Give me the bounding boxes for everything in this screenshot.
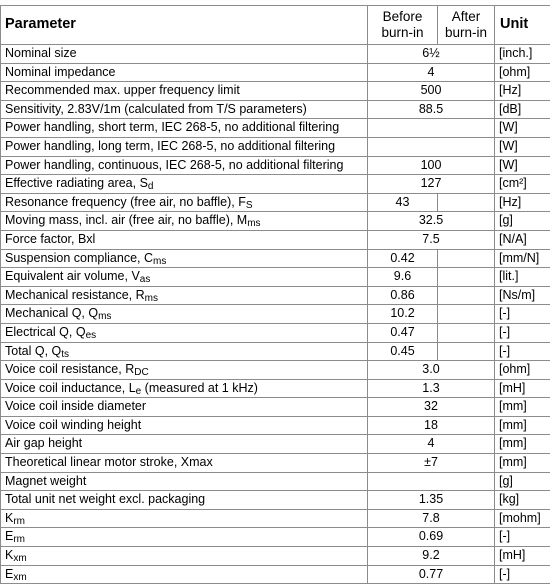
value-cell: 127 — [368, 175, 495, 194]
table-row — [1, 565, 550, 584]
table-row — [1, 416, 550, 435]
parameter-label: Power handling, long term, IEC 268-5, no additional filtering — [5, 139, 335, 153]
unit-cell: [-] — [495, 342, 550, 361]
parameter-subscript: DC — [134, 367, 148, 378]
table-row — [1, 379, 550, 398]
unit-cell: [dB] — [495, 100, 550, 119]
parameter-cell — [1, 491, 368, 510]
before-burn-in-cell: 10.2 — [368, 305, 438, 324]
table-row — [1, 398, 550, 417]
unit-cell: [-] — [495, 305, 550, 324]
table-row — [1, 137, 550, 156]
parameter-cell — [1, 249, 368, 268]
parameter-subscript: e — [136, 386, 142, 397]
value-cell: 4 — [368, 435, 495, 454]
parameter-subscript: ms — [247, 218, 260, 229]
unit-cell: [-] — [495, 565, 550, 584]
table-row — [1, 63, 550, 82]
parameter-cell — [1, 286, 368, 305]
parameter-cell — [1, 305, 368, 324]
table-row — [1, 454, 550, 473]
parameter-label: Electrical Q, Q — [5, 325, 86, 339]
parameter-cell — [1, 156, 368, 175]
parameter-cell — [1, 82, 368, 101]
parameter-label: Magnet weight — [5, 474, 86, 488]
table-row — [1, 193, 550, 212]
parameter-cell — [1, 509, 368, 528]
parameter-label: Power handling, short term, IEC 268-5, no additional filtering — [5, 120, 339, 134]
parameter-subscript: as — [140, 274, 151, 285]
parameter-subscript: ms — [145, 293, 158, 304]
parameter-cell — [1, 45, 368, 64]
value-cell: 32 — [368, 398, 495, 417]
parameter-cell — [1, 175, 368, 194]
parameter-label: Mechanical resistance, R — [5, 288, 145, 302]
parameter-label: Nominal size — [5, 46, 77, 60]
unit-cell: [mm] — [495, 435, 550, 454]
unit-cell: [ohm] — [495, 63, 550, 82]
specifications-table — [0, 5, 550, 584]
unit-cell: [g] — [495, 472, 550, 491]
parameter-cell — [1, 565, 368, 584]
value-cell: 100 — [368, 156, 495, 175]
before-burn-in-cell: 0.42 — [368, 249, 438, 268]
value-cell — [368, 137, 495, 156]
table-row — [1, 249, 550, 268]
value-cell — [368, 472, 495, 491]
unit-cell: [W] — [495, 137, 550, 156]
before-burn-in-cell: 0.47 — [368, 323, 438, 342]
parameter-label: Effective radiating area, S — [5, 176, 148, 190]
parameter-label: Total unit net weight excl. packaging — [5, 492, 205, 506]
value-cell: 18 — [368, 416, 495, 435]
value-cell: 7.8 — [368, 509, 495, 528]
parameter-label: Voice coil inductance, L — [5, 381, 136, 395]
table-row — [1, 472, 550, 491]
value-cell: 1.3 — [368, 379, 495, 398]
value-cell: ±7 — [368, 454, 495, 473]
before-burn-in-cell: 0.86 — [368, 286, 438, 305]
unit-cell: [-] — [495, 528, 550, 547]
parameter-label: Voice coil inside diameter — [5, 399, 146, 413]
parameter-subscript: xm — [13, 572, 26, 583]
parameter-cell — [1, 268, 368, 287]
parameter-cell — [1, 323, 368, 342]
parameter-cell — [1, 416, 368, 435]
parameter-label: E — [5, 529, 13, 543]
header-before-burn-in: Before burn-in — [368, 6, 438, 45]
parameter-cell — [1, 342, 368, 361]
after-burn-in-cell — [438, 286, 495, 305]
after-burn-in-cell — [438, 323, 495, 342]
parameter-cell — [1, 454, 368, 473]
header-unit: Unit — [495, 6, 550, 45]
parameter-subscript: ms — [153, 256, 166, 267]
parameter-subscript: es — [86, 330, 97, 341]
header-parameter: Parameter — [1, 6, 368, 45]
parameter-label: Resonance frequency (free air, no baffle), F — [5, 195, 246, 209]
table-row — [1, 45, 550, 64]
value-cell: 9.2 — [368, 547, 495, 566]
table-row — [1, 156, 550, 175]
parameter-label: E — [5, 567, 13, 581]
value-cell: 0.69 — [368, 528, 495, 547]
parameter-cell — [1, 230, 368, 249]
unit-cell: [g] — [495, 212, 550, 231]
table-row — [1, 547, 550, 566]
table-row — [1, 528, 550, 547]
after-burn-in-cell — [438, 342, 495, 361]
value-cell: 3.0 — [368, 361, 495, 380]
parameter-label: Nominal impedance — [5, 65, 115, 79]
table-row — [1, 100, 550, 119]
unit-cell: [cm²] — [495, 175, 550, 194]
parameter-label: K — [5, 511, 13, 525]
table-row — [1, 82, 550, 101]
after-burn-in-cell — [438, 249, 495, 268]
value-cell: 1.35 — [368, 491, 495, 510]
parameter-cell — [1, 100, 368, 119]
parameter-subscript: S — [246, 200, 253, 211]
parameter-label: Power handling, continuous, IEC 268-5, no additional filtering — [5, 158, 343, 172]
parameter-label: Equivalent air volume, V — [5, 269, 140, 283]
parameter-label: Suspension compliance, C — [5, 251, 153, 265]
table-row — [1, 305, 550, 324]
parameter-label: Moving mass, incl. air (free air, no baffle), M — [5, 213, 247, 227]
value-cell: 0.77 — [368, 565, 495, 584]
parameter-subscript: rm — [13, 516, 25, 527]
parameter-cell — [1, 398, 368, 417]
parameter-label: Mechanical Q, Q — [5, 306, 98, 320]
value-cell: 4 — [368, 63, 495, 82]
after-burn-in-cell — [438, 305, 495, 324]
parameter-label: Force factor, Bxl — [5, 232, 95, 246]
after-burn-in-cell — [438, 268, 495, 287]
table-row — [1, 268, 550, 287]
unit-cell: [mm] — [495, 454, 550, 473]
value-cell: 500 — [368, 82, 495, 101]
table-row — [1, 435, 550, 454]
table-row — [1, 119, 550, 138]
parameter-cell — [1, 528, 368, 547]
value-cell: 6½ — [368, 45, 495, 64]
table-row — [1, 175, 550, 194]
unit-cell: [mohm] — [495, 509, 550, 528]
unit-cell: [Hz] — [495, 193, 550, 212]
value-cell: 88.5 — [368, 100, 495, 119]
unit-cell: [mH] — [495, 547, 550, 566]
table-row — [1, 286, 550, 305]
value-cell — [368, 119, 495, 138]
unit-cell: [Ns/m] — [495, 286, 550, 305]
unit-cell: [mH] — [495, 379, 550, 398]
parameter-label: Theoretical linear motor stroke, Xmax — [5, 455, 213, 469]
parameter-cell — [1, 472, 368, 491]
parameter-label: Recommended max. upper frequency limit — [5, 83, 240, 97]
unit-cell: [kg] — [495, 491, 550, 510]
parameter-subscript: d — [148, 181, 154, 192]
parameter-cell — [1, 212, 368, 231]
table-row — [1, 491, 550, 510]
parameter-label: Total Q, Q — [5, 344, 61, 358]
before-burn-in-cell: 0.45 — [368, 342, 438, 361]
parameter-cell — [1, 361, 368, 380]
before-burn-in-cell: 43 — [368, 193, 438, 212]
parameter-label: Air gap height — [5, 436, 82, 450]
header-after-burn-in: After burn-in — [438, 6, 495, 45]
table-row — [1, 361, 550, 380]
table-row — [1, 212, 550, 231]
parameter-suffix: (measured at 1 kHz) — [141, 381, 258, 395]
unit-cell: [lit.] — [495, 268, 550, 287]
parameter-subscript: ts — [61, 349, 69, 360]
unit-cell: [ohm] — [495, 361, 550, 380]
parameter-cell — [1, 379, 368, 398]
unit-cell: [Hz] — [495, 82, 550, 101]
parameter-cell — [1, 63, 368, 82]
parameter-cell — [1, 193, 368, 212]
table-row — [1, 342, 550, 361]
unit-cell: [mm] — [495, 398, 550, 417]
table-row — [1, 323, 550, 342]
unit-cell: [-] — [495, 323, 550, 342]
table-body — [1, 45, 550, 584]
value-cell: 32.5 — [368, 212, 495, 231]
parameter-label: K — [5, 548, 13, 562]
unit-cell: [N/A] — [495, 230, 550, 249]
table-row — [1, 230, 550, 249]
unit-cell: [W] — [495, 119, 550, 138]
header-row — [1, 6, 550, 45]
unit-cell: [mm/N] — [495, 249, 550, 268]
parameter-cell — [1, 435, 368, 454]
unit-cell: [mm] — [495, 416, 550, 435]
parameter-label: Sensitivity, 2.83V/1m (calculated from T/S parameters) — [5, 102, 307, 116]
value-cell: 7.5 — [368, 230, 495, 249]
parameter-label: Voice coil resistance, R — [5, 362, 134, 376]
unit-cell: [inch.] — [495, 45, 550, 64]
parameter-cell — [1, 547, 368, 566]
table-row — [1, 509, 550, 528]
parameter-subscript: ms — [98, 311, 111, 322]
parameter-cell — [1, 137, 368, 156]
unit-cell: [W] — [495, 156, 550, 175]
after-burn-in-cell — [438, 193, 495, 212]
parameter-cell — [1, 119, 368, 138]
parameter-label: Voice coil winding height — [5, 418, 141, 432]
parameter-subscript: xm — [13, 553, 26, 564]
before-burn-in-cell: 9.6 — [368, 268, 438, 287]
parameter-subscript: rm — [13, 534, 25, 545]
